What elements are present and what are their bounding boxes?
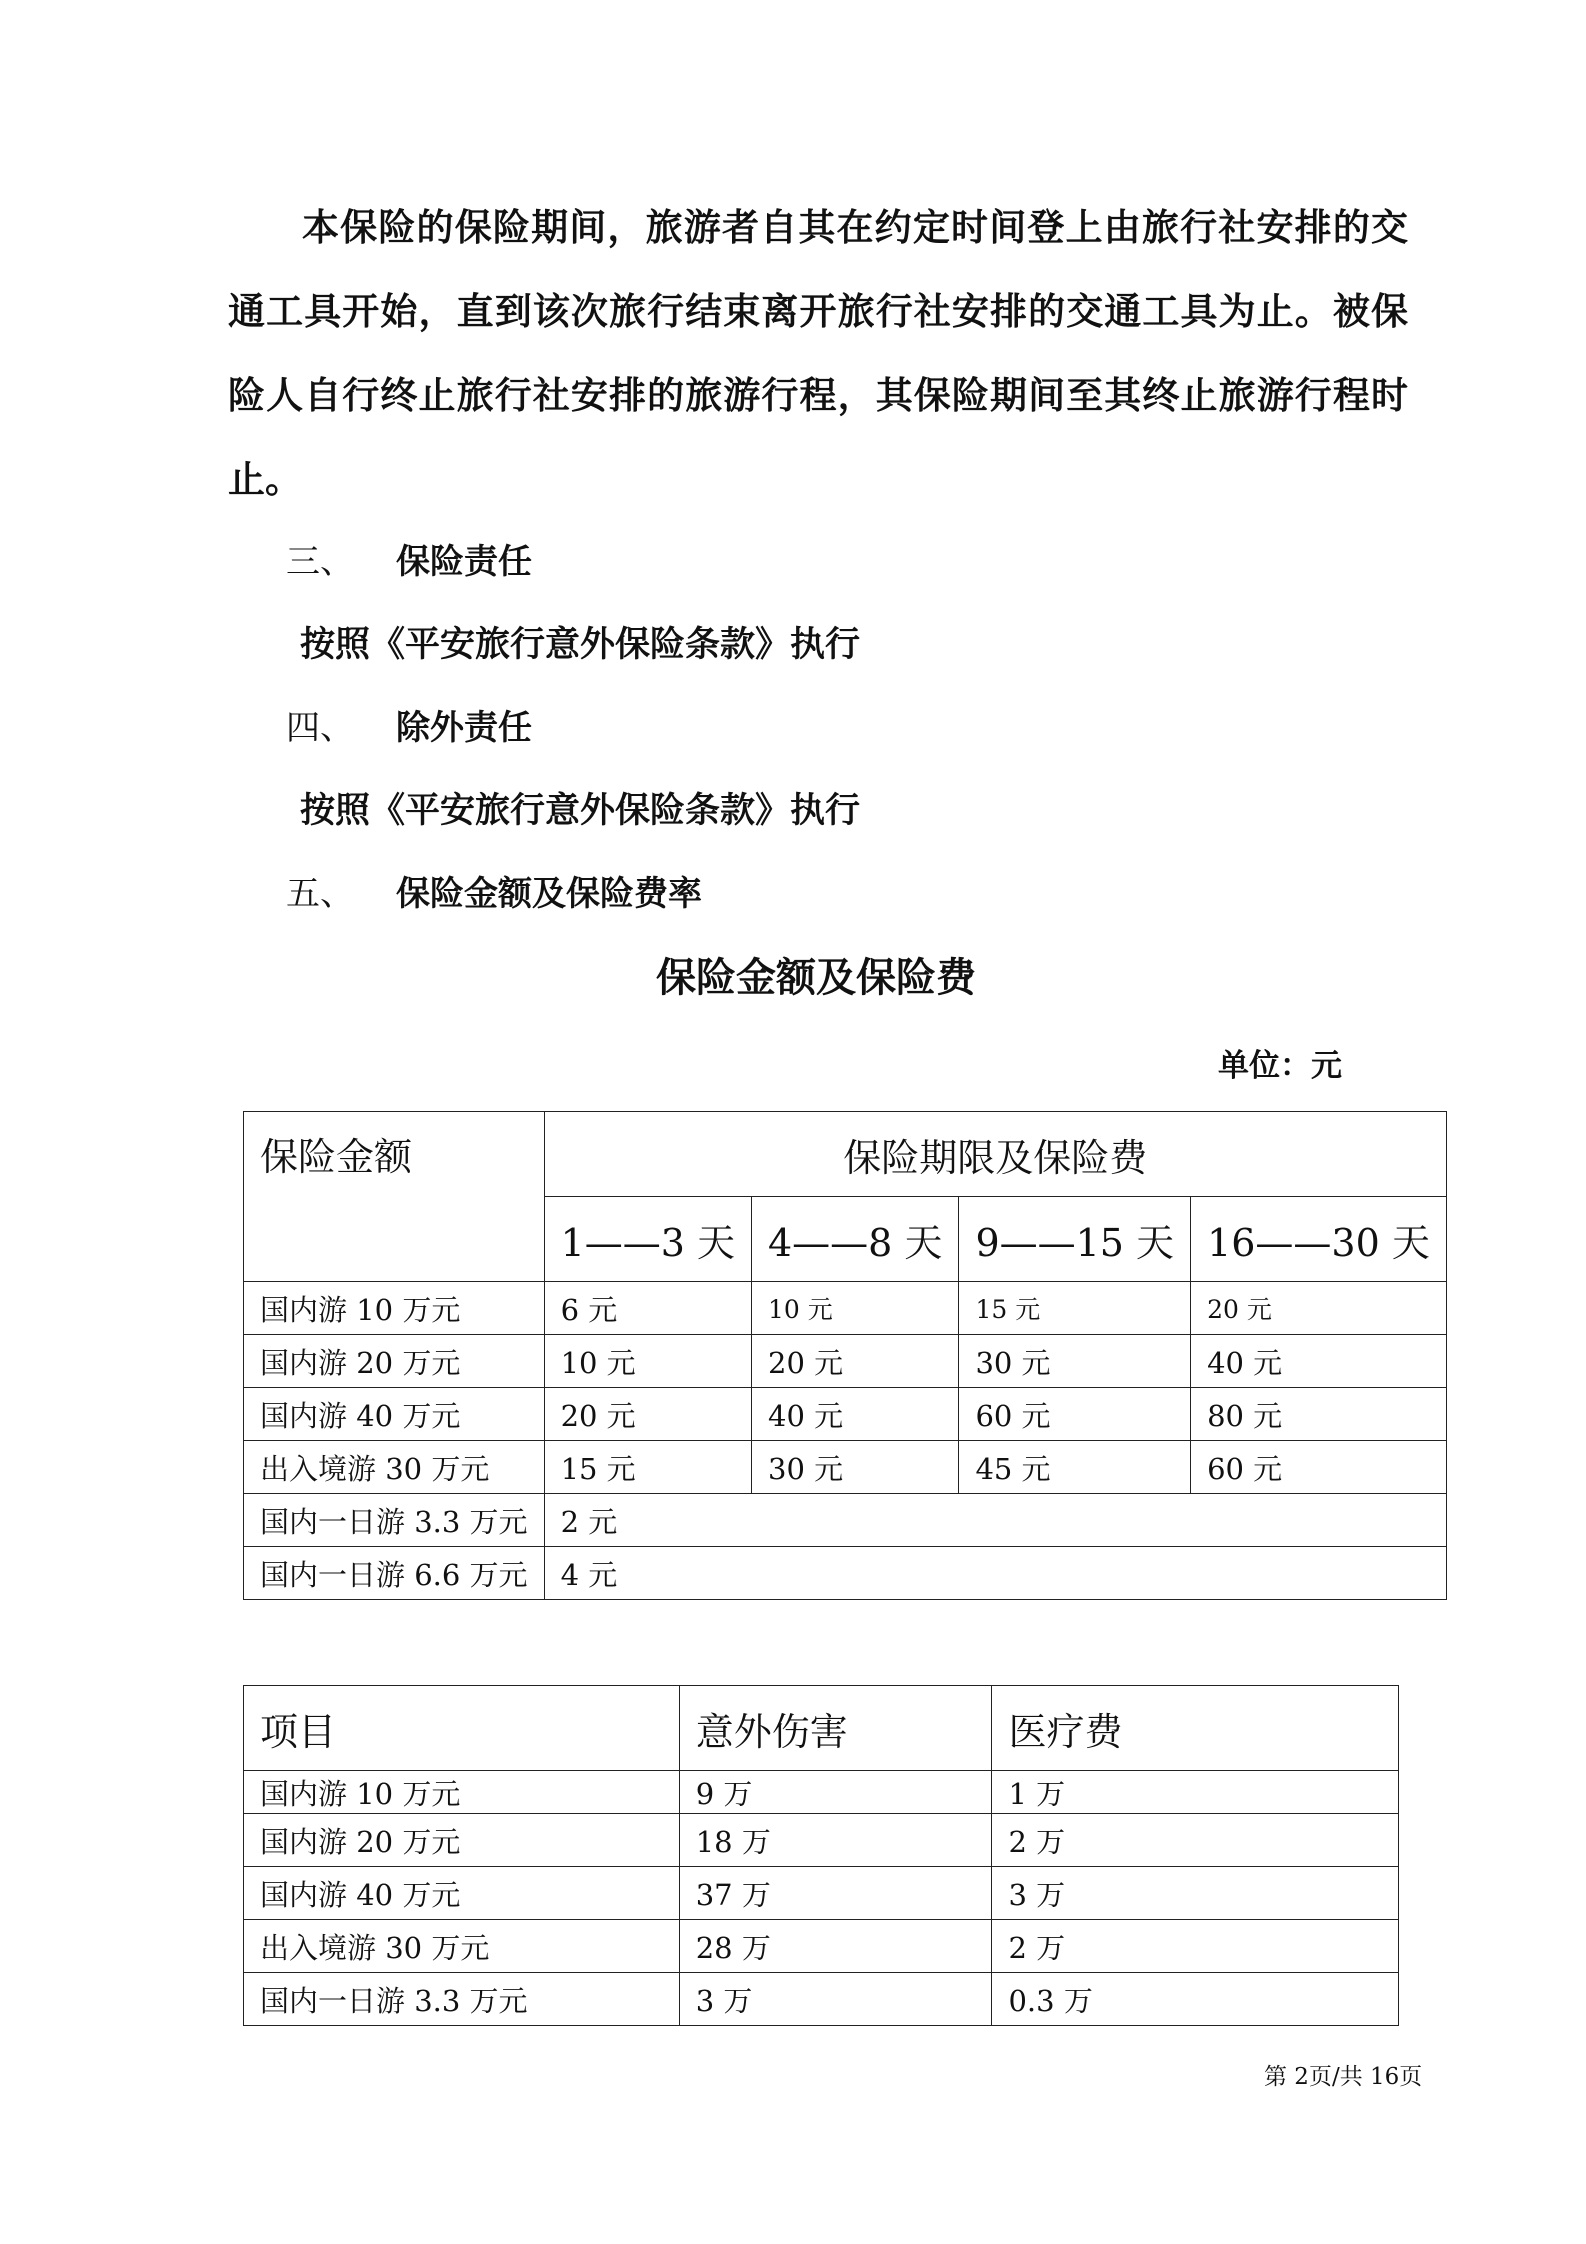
table-row — [244, 1441, 1447, 1494]
cell-value: 4 元 — [544, 1547, 1446, 1600]
cell-value: 45 元 — [959, 1441, 1191, 1494]
page-footer: 第 2页/共 16页 — [1264, 2064, 1423, 2090]
cell-value: 15 元 — [959, 1282, 1191, 1335]
period-header: 1——3 天 — [544, 1197, 751, 1282]
row-label: 国内游 10 万元 — [244, 1282, 545, 1335]
period-header: 16——30 天 — [1191, 1197, 1447, 1282]
cell-value: 60 元 — [959, 1388, 1191, 1441]
cell-value: 2 万 — [992, 1814, 1399, 1867]
cell-value: 10 元 — [752, 1282, 959, 1335]
cell-value: 20 元 — [752, 1335, 959, 1388]
section-body-4: 按照《平安旅行意外保险条款》执行 — [300, 791, 861, 831]
table-row — [244, 1973, 1399, 2026]
table-row — [244, 1920, 1399, 1973]
section-heading-4 — [286, 703, 532, 753]
cell-value: 18 万 — [679, 1814, 992, 1867]
cell-value: 1 万 — [992, 1771, 1399, 1814]
table-row — [244, 1547, 1447, 1600]
section-heading-5 — [286, 869, 702, 919]
cell-value: 15 元 — [544, 1441, 751, 1494]
table-row — [244, 1335, 1447, 1388]
section-title: 保险金额及保险费率 — [396, 874, 702, 914]
cell-value: 20 元 — [544, 1388, 751, 1441]
row-label: 国内游 20 万元 — [244, 1335, 545, 1388]
row-label: 国内一日游 3.3 万元 — [244, 1973, 680, 2026]
cell-value: 3 万 — [992, 1867, 1399, 1920]
column-header: 项目 — [244, 1686, 680, 1771]
table-row — [244, 1771, 1399, 1814]
cell-value: 40 元 — [752, 1388, 959, 1441]
intro-paragraph: 本保险的保险期间，旅游者自其在约定时间登上由旅行社安排的交通工具开始，直到该次旅行结束离开旅行社安排的交通工具为止。被保险人自行终止旅行社安排的旅游行程，其保险期间至其终止旅游行程时止。 — [228, 206, 1408, 501]
column-header: 意外伤害 — [679, 1686, 992, 1771]
cell-value: 3 万 — [679, 1973, 992, 2026]
row-label: 国内游 10 万元 — [244, 1771, 680, 1814]
row-label: 国内一日游 3.3 万元 — [244, 1494, 545, 1547]
section-heading-3 — [286, 537, 532, 587]
table-row — [244, 1494, 1447, 1547]
cell-value: 9 万 — [679, 1771, 992, 1814]
cell-value: 80 元 — [1191, 1388, 1447, 1441]
cell-value: 30 元 — [959, 1335, 1191, 1388]
cell-value: 2 元 — [544, 1494, 1446, 1547]
cell-value: 0.3 万 — [992, 1973, 1399, 2026]
row-label: 出入境游 30 万元 — [244, 1441, 545, 1494]
period-header: 4——8 天 — [752, 1197, 959, 1282]
table-row — [244, 1388, 1447, 1441]
header-period: 保险期限及保险费 — [544, 1112, 1446, 1197]
cell-value: 37 万 — [679, 1867, 992, 1920]
cell-value: 60 元 — [1191, 1441, 1447, 1494]
section-title: 保险责任 — [396, 542, 532, 582]
cell-value: 28 万 — [679, 1920, 992, 1973]
cell-value: 2 万 — [992, 1920, 1399, 1973]
header-amount: 保险金额 — [244, 1112, 545, 1282]
premium-table — [243, 1111, 1447, 1600]
cell-value: 20 元 — [1191, 1282, 1447, 1335]
section-number: 四、 — [286, 708, 354, 748]
unit-label: 单位：元 — [1218, 1048, 1342, 1084]
row-label: 国内游 20 万元 — [244, 1814, 680, 1867]
cell-value: 40 元 — [1191, 1335, 1447, 1388]
section-number: 三、 — [286, 542, 354, 582]
period-header: 9——15 天 — [959, 1197, 1191, 1282]
cell-value: 30 元 — [752, 1441, 959, 1494]
cell-value: 10 元 — [544, 1335, 751, 1388]
table-title: 保险金额及保险费 — [656, 955, 976, 1001]
row-label: 国内一日游 6.6 万元 — [244, 1547, 545, 1600]
row-label: 国内游 40 万元 — [244, 1388, 545, 1441]
section-body-3: 按照《平安旅行意外保险条款》执行 — [300, 625, 861, 665]
row-label: 出入境游 30 万元 — [244, 1920, 680, 1973]
row-label: 国内游 40 万元 — [244, 1867, 680, 1920]
table-row — [244, 1814, 1399, 1867]
column-header: 医疗费 — [992, 1686, 1399, 1771]
section-number: 五、 — [286, 874, 354, 914]
section-title: 除外责任 — [396, 708, 532, 748]
table-row — [244, 1282, 1447, 1335]
table-row — [244, 1867, 1399, 1920]
coverage-table — [243, 1685, 1399, 2026]
cell-value: 6 元 — [544, 1282, 751, 1335]
